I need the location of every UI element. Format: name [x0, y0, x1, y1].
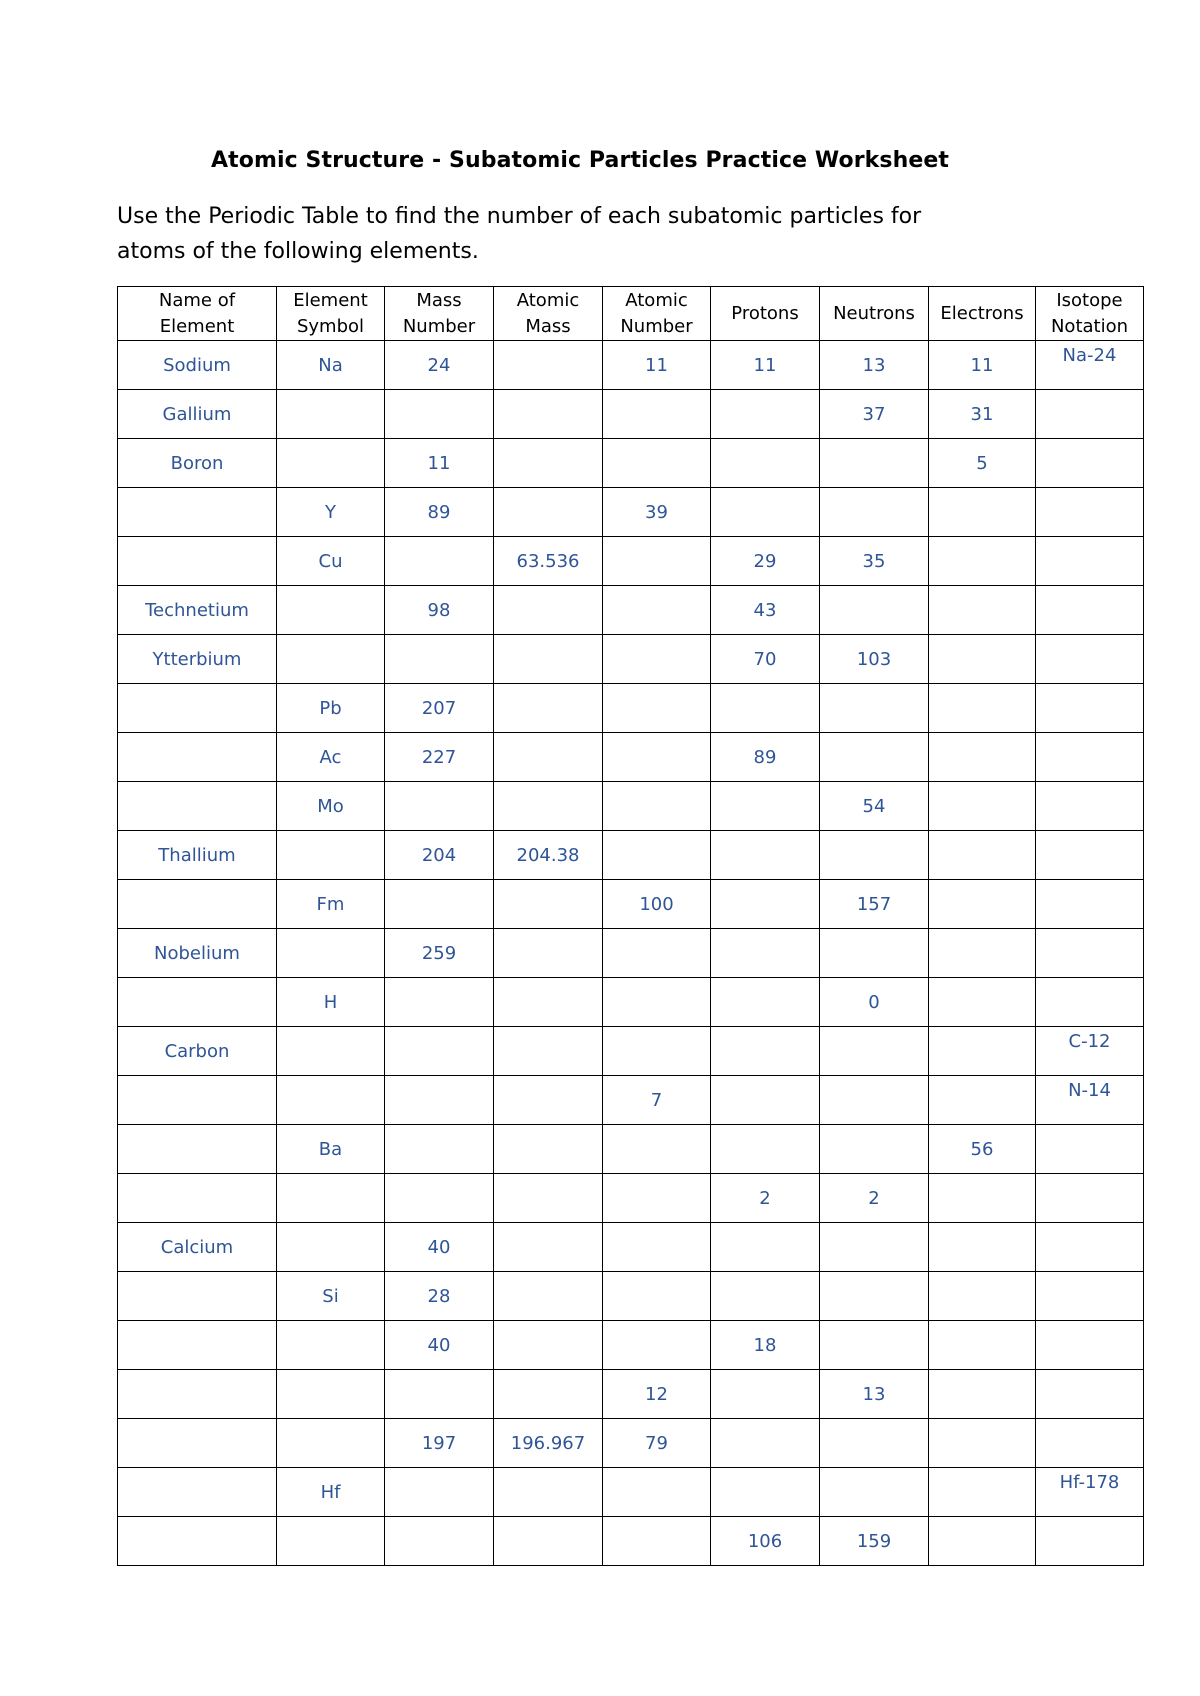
neutrons-cell: 103	[820, 635, 929, 684]
element-name-cell: Nobelium	[118, 929, 277, 978]
isotope-notation-cell	[1036, 1370, 1144, 1419]
electrons-cell: 56	[929, 1125, 1036, 1174]
header-mass-number	[385, 287, 494, 341]
header-atomic-mass	[494, 287, 603, 341]
electrons-cell	[929, 1223, 1036, 1272]
table-row	[118, 635, 1144, 684]
neutrons-cell	[820, 1027, 929, 1076]
isotope-notation-cell	[1036, 831, 1144, 880]
mass-number-cell: 40	[385, 1321, 494, 1370]
mass-number-cell	[385, 1517, 494, 1566]
electrons-cell	[929, 684, 1036, 733]
atomic-mass-cell	[494, 439, 603, 488]
element-name-cell	[118, 1370, 277, 1419]
table-row	[118, 1468, 1144, 1517]
header-line: Neutrons	[833, 302, 915, 324]
protons-cell	[711, 488, 820, 537]
atomic-mass-cell: 63.536	[494, 537, 603, 586]
isotope-notation-cell: Na-24	[1036, 341, 1144, 390]
electrons-cell: 31	[929, 390, 1036, 439]
protons-cell	[711, 1272, 820, 1321]
neutrons-cell	[820, 1419, 929, 1468]
table-row	[118, 1517, 1144, 1566]
isotope-notation-cell	[1036, 488, 1144, 537]
element-symbol-cell: Ba	[277, 1125, 385, 1174]
isotope-notation-cell	[1036, 978, 1144, 1027]
mass-number-cell	[385, 537, 494, 586]
atomic-mass-cell	[494, 1272, 603, 1321]
atomic-number-cell	[603, 537, 711, 586]
mass-number-cell: 28	[385, 1272, 494, 1321]
table-row	[118, 439, 1144, 488]
electrons-cell	[929, 586, 1036, 635]
table-row	[118, 684, 1144, 733]
protons-cell	[711, 1223, 820, 1272]
table-row	[118, 733, 1144, 782]
table-row	[118, 488, 1144, 537]
element-symbol-cell	[277, 929, 385, 978]
isotope-notation-cell	[1036, 1321, 1144, 1370]
table-row	[118, 1370, 1144, 1419]
header-line: Name of	[158, 289, 236, 311]
atomic-mass-cell: 204.38	[494, 831, 603, 880]
instructions-line-2: atoms of the following elements.	[117, 239, 479, 264]
atomic-number-cell	[603, 439, 711, 488]
electrons-cell	[929, 1370, 1036, 1419]
element-symbol-cell: Na	[277, 341, 385, 390]
table-row	[118, 1272, 1144, 1321]
atomic-number-cell	[603, 1272, 711, 1321]
protons-cell	[711, 782, 820, 831]
electrons-cell: 5	[929, 439, 1036, 488]
neutrons-cell	[820, 831, 929, 880]
atomic-mass-cell	[494, 1125, 603, 1174]
electrons-cell	[929, 635, 1036, 684]
element-symbol-cell: Ac	[277, 733, 385, 782]
table-row	[118, 1027, 1144, 1076]
neutrons-cell	[820, 1125, 929, 1174]
header-electrons	[929, 287, 1036, 341]
mass-number-cell: 24	[385, 341, 494, 390]
header-line: Number	[620, 315, 693, 337]
table-row	[118, 929, 1144, 978]
atomic-number-cell	[603, 390, 711, 439]
element-symbol-cell	[277, 1370, 385, 1419]
element-symbol-cell	[277, 586, 385, 635]
neutrons-cell: 13	[820, 1370, 929, 1419]
neutrons-cell	[820, 1468, 929, 1517]
atomic-number-cell	[603, 635, 711, 684]
protons-cell	[711, 684, 820, 733]
atomic-number-cell	[603, 1321, 711, 1370]
header-line: Atomic	[516, 289, 580, 311]
atomic-mass-cell	[494, 390, 603, 439]
element-symbol-cell	[277, 1027, 385, 1076]
electrons-cell	[929, 1174, 1036, 1223]
isotope-notation-cell: N-14	[1036, 1076, 1144, 1125]
mass-number-cell	[385, 782, 494, 831]
element-symbol-cell: Fm	[277, 880, 385, 929]
element-symbol-cell	[277, 635, 385, 684]
element-symbol-cell: Pb	[277, 684, 385, 733]
table-row	[118, 782, 1144, 831]
atomic-mass-cell: 196.967	[494, 1419, 603, 1468]
mass-number-cell	[385, 635, 494, 684]
electrons-cell	[929, 782, 1036, 831]
mass-number-cell: 207	[385, 684, 494, 733]
neutrons-cell	[820, 929, 929, 978]
element-symbol-cell	[277, 1076, 385, 1125]
electrons-cell	[929, 1468, 1036, 1517]
protons-cell	[711, 831, 820, 880]
atomic-mass-cell	[494, 1027, 603, 1076]
mass-number-cell: 98	[385, 586, 494, 635]
element-symbol-cell	[277, 390, 385, 439]
element-symbol-cell: Cu	[277, 537, 385, 586]
table-body	[118, 341, 1144, 1566]
element-symbol-cell	[277, 1174, 385, 1223]
element-name-cell	[118, 1125, 277, 1174]
isotope-notation-cell	[1036, 1125, 1144, 1174]
worksheet-title: Atomic Structure - Subatomic Particles Practice Worksheet	[210, 148, 949, 173]
element-symbol-cell	[277, 831, 385, 880]
mass-number-cell	[385, 1125, 494, 1174]
element-name-cell: Carbon	[118, 1027, 277, 1076]
header-element-symbol	[277, 287, 385, 341]
neutrons-cell	[820, 488, 929, 537]
atomic-number-cell	[603, 684, 711, 733]
table-row	[118, 1223, 1144, 1272]
neutrons-cell	[820, 1272, 929, 1321]
neutrons-cell	[820, 439, 929, 488]
electrons-cell: 11	[929, 341, 1036, 390]
mass-number-cell: 89	[385, 488, 494, 537]
element-name-cell	[118, 1468, 277, 1517]
isotope-notation-cell	[1036, 439, 1144, 488]
electrons-cell	[929, 1076, 1036, 1125]
element-name-cell	[118, 733, 277, 782]
header-line: Mass	[525, 315, 571, 337]
atomic-mass-cell	[494, 733, 603, 782]
protons-cell	[711, 929, 820, 978]
table-row	[118, 341, 1144, 390]
subatomic-particles-table	[117, 286, 1144, 1566]
mass-number-cell: 40	[385, 1223, 494, 1272]
element-symbol-cell	[277, 1223, 385, 1272]
atomic-mass-cell	[494, 341, 603, 390]
mass-number-cell	[385, 1370, 494, 1419]
neutrons-cell	[820, 1223, 929, 1272]
header-isotope-notation	[1036, 287, 1144, 341]
element-name-cell	[118, 1174, 277, 1223]
protons-cell	[711, 1027, 820, 1076]
header-protons	[711, 287, 820, 341]
neutrons-cell: 35	[820, 537, 929, 586]
isotope-notation-cell	[1036, 635, 1144, 684]
table-row	[118, 1125, 1144, 1174]
isotope-notation-cell	[1036, 929, 1144, 978]
header-line: Electrons	[940, 302, 1024, 324]
protons-cell	[711, 1419, 820, 1468]
mass-number-cell	[385, 978, 494, 1027]
protons-cell	[711, 1370, 820, 1419]
atomic-number-cell	[603, 1174, 711, 1223]
neutrons-cell: 0	[820, 978, 929, 1027]
mass-number-cell	[385, 390, 494, 439]
atomic-number-cell	[603, 929, 711, 978]
isotope-notation-cell	[1036, 1517, 1144, 1566]
element-symbol-cell	[277, 1419, 385, 1468]
neutrons-cell: 37	[820, 390, 929, 439]
instructions	[117, 199, 1017, 269]
protons-cell: 11	[711, 341, 820, 390]
table-row	[118, 831, 1144, 880]
neutrons-cell	[820, 586, 929, 635]
isotope-notation-cell	[1036, 390, 1144, 439]
mass-number-cell: 197	[385, 1419, 494, 1468]
element-name-cell: Ytterbium	[118, 635, 277, 684]
element-symbol-cell: Y	[277, 488, 385, 537]
protons-cell: 29	[711, 537, 820, 586]
element-name-cell	[118, 684, 277, 733]
element-symbol-cell	[277, 439, 385, 488]
atomic-mass-cell	[494, 880, 603, 929]
neutrons-cell	[820, 684, 929, 733]
mass-number-cell: 204	[385, 831, 494, 880]
atomic-number-cell: 12	[603, 1370, 711, 1419]
mass-number-cell	[385, 1027, 494, 1076]
element-name-cell: Gallium	[118, 390, 277, 439]
element-name-cell	[118, 488, 277, 537]
isotope-notation-cell	[1036, 782, 1144, 831]
neutrons-cell: 13	[820, 341, 929, 390]
atomic-number-cell	[603, 1517, 711, 1566]
element-name-cell	[118, 978, 277, 1027]
atomic-number-cell	[603, 782, 711, 831]
protons-cell: 70	[711, 635, 820, 684]
isotope-notation-cell	[1036, 733, 1144, 782]
table-row	[118, 586, 1144, 635]
table-row	[118, 1419, 1144, 1468]
atomic-number-cell	[603, 978, 711, 1027]
mass-number-cell: 11	[385, 439, 494, 488]
electrons-cell	[929, 1517, 1036, 1566]
atomic-mass-cell	[494, 488, 603, 537]
neutrons-cell	[820, 733, 929, 782]
atomic-number-cell	[603, 831, 711, 880]
electrons-cell	[929, 1321, 1036, 1370]
element-name-cell	[118, 782, 277, 831]
protons-cell: 18	[711, 1321, 820, 1370]
mass-number-cell	[385, 1468, 494, 1517]
atomic-mass-cell	[494, 1174, 603, 1223]
element-name-cell	[118, 1419, 277, 1468]
element-name-cell: Sodium	[118, 341, 277, 390]
electrons-cell	[929, 733, 1036, 782]
electrons-cell	[929, 537, 1036, 586]
electrons-cell	[929, 929, 1036, 978]
isotope-notation-cell	[1036, 880, 1144, 929]
table-row	[118, 1174, 1144, 1223]
atomic-mass-cell	[494, 1370, 603, 1419]
isotope-notation-cell: C-12	[1036, 1027, 1144, 1076]
element-name-cell	[118, 1272, 277, 1321]
isotope-notation-cell	[1036, 537, 1144, 586]
atomic-number-cell: 39	[603, 488, 711, 537]
table-row	[118, 390, 1144, 439]
electrons-cell	[929, 880, 1036, 929]
protons-cell	[711, 390, 820, 439]
atomic-number-cell	[603, 733, 711, 782]
header-line: Isotope	[1056, 289, 1123, 311]
header-line: Atomic	[625, 289, 688, 311]
atomic-mass-cell	[494, 1468, 603, 1517]
element-symbol-cell: Hf	[277, 1468, 385, 1517]
protons-cell	[711, 880, 820, 929]
mass-number-cell	[385, 880, 494, 929]
header-row	[118, 287, 1144, 341]
electrons-cell	[929, 1419, 1036, 1468]
protons-cell	[711, 1468, 820, 1517]
mass-number-cell: 259	[385, 929, 494, 978]
electrons-cell	[929, 1272, 1036, 1321]
element-name-cell: Boron	[118, 439, 277, 488]
mass-number-cell	[385, 1076, 494, 1125]
neutrons-cell	[820, 1321, 929, 1370]
table-row	[118, 537, 1144, 586]
isotope-notation-cell	[1036, 1223, 1144, 1272]
atomic-number-cell	[603, 1468, 711, 1517]
header-line: Mass	[416, 289, 462, 311]
mass-number-cell: 227	[385, 733, 494, 782]
protons-cell: 89	[711, 733, 820, 782]
element-name-cell	[118, 880, 277, 929]
neutrons-cell	[820, 1076, 929, 1125]
table-row	[118, 880, 1144, 929]
element-name-cell: Calcium	[118, 1223, 277, 1272]
element-name-cell	[118, 1321, 277, 1370]
header-line: Element	[159, 315, 235, 337]
atomic-mass-cell	[494, 635, 603, 684]
instructions-line-1: Use the Periodic Table to find the number of each subatomic particles for	[117, 204, 922, 229]
element-symbol-cell: Mo	[277, 782, 385, 831]
atomic-mass-cell	[494, 1517, 603, 1566]
atomic-number-cell: 79	[603, 1419, 711, 1468]
element-symbol-cell	[277, 1321, 385, 1370]
electrons-cell	[929, 978, 1036, 1027]
element-symbol-cell	[277, 1517, 385, 1566]
element-name-cell	[118, 1076, 277, 1125]
neutrons-cell: 157	[820, 880, 929, 929]
element-symbol-cell: H	[277, 978, 385, 1027]
atomic-mass-cell	[494, 929, 603, 978]
table-row	[118, 1076, 1144, 1125]
atomic-number-cell: 11	[603, 341, 711, 390]
isotope-notation-cell	[1036, 684, 1144, 733]
atomic-number-cell	[603, 1027, 711, 1076]
isotope-notation-cell	[1036, 1272, 1144, 1321]
header-name-of-element	[118, 287, 277, 341]
element-name-cell	[118, 1517, 277, 1566]
mass-number-cell	[385, 1174, 494, 1223]
atomic-mass-cell	[494, 978, 603, 1027]
element-symbol-cell: Si	[277, 1272, 385, 1321]
element-name-cell: Technetium	[118, 586, 277, 635]
protons-cell	[711, 978, 820, 1027]
atomic-mass-cell	[494, 684, 603, 733]
isotope-notation-cell: Hf-178	[1036, 1468, 1144, 1517]
protons-cell	[711, 1076, 820, 1125]
table-row	[118, 1321, 1144, 1370]
atomic-number-cell: 7	[603, 1076, 711, 1125]
isotope-notation-cell	[1036, 586, 1144, 635]
atomic-number-cell	[603, 1223, 711, 1272]
atomic-number-cell: 100	[603, 880, 711, 929]
atomic-mass-cell	[494, 1223, 603, 1272]
protons-cell: 106	[711, 1517, 820, 1566]
electrons-cell	[929, 831, 1036, 880]
atomic-mass-cell	[494, 1076, 603, 1125]
isotope-notation-cell	[1036, 1419, 1144, 1468]
atomic-number-cell	[603, 586, 711, 635]
isotope-notation-cell	[1036, 1174, 1144, 1223]
header-line: Number	[402, 315, 476, 337]
atomic-mass-cell	[494, 1321, 603, 1370]
header-line: Protons	[731, 302, 799, 324]
element-name-cell: Thallium	[118, 831, 277, 880]
header-line: Symbol	[296, 315, 365, 337]
protons-cell: 2	[711, 1174, 820, 1223]
element-name-cell	[118, 537, 277, 586]
header-neutrons	[820, 287, 929, 341]
header-line: Element	[293, 289, 368, 311]
table-row	[118, 978, 1144, 1027]
atomic-mass-cell	[494, 782, 603, 831]
electrons-cell	[929, 1027, 1036, 1076]
protons-cell	[711, 1125, 820, 1174]
header-atomic-number	[603, 287, 711, 341]
atomic-number-cell	[603, 1125, 711, 1174]
electrons-cell	[929, 488, 1036, 537]
neutrons-cell: 2	[820, 1174, 929, 1223]
protons-cell	[711, 439, 820, 488]
neutrons-cell: 54	[820, 782, 929, 831]
header-line: Notation	[1050, 315, 1129, 337]
neutrons-cell: 159	[820, 1517, 929, 1566]
protons-cell: 43	[711, 586, 820, 635]
atomic-mass-cell	[494, 586, 603, 635]
